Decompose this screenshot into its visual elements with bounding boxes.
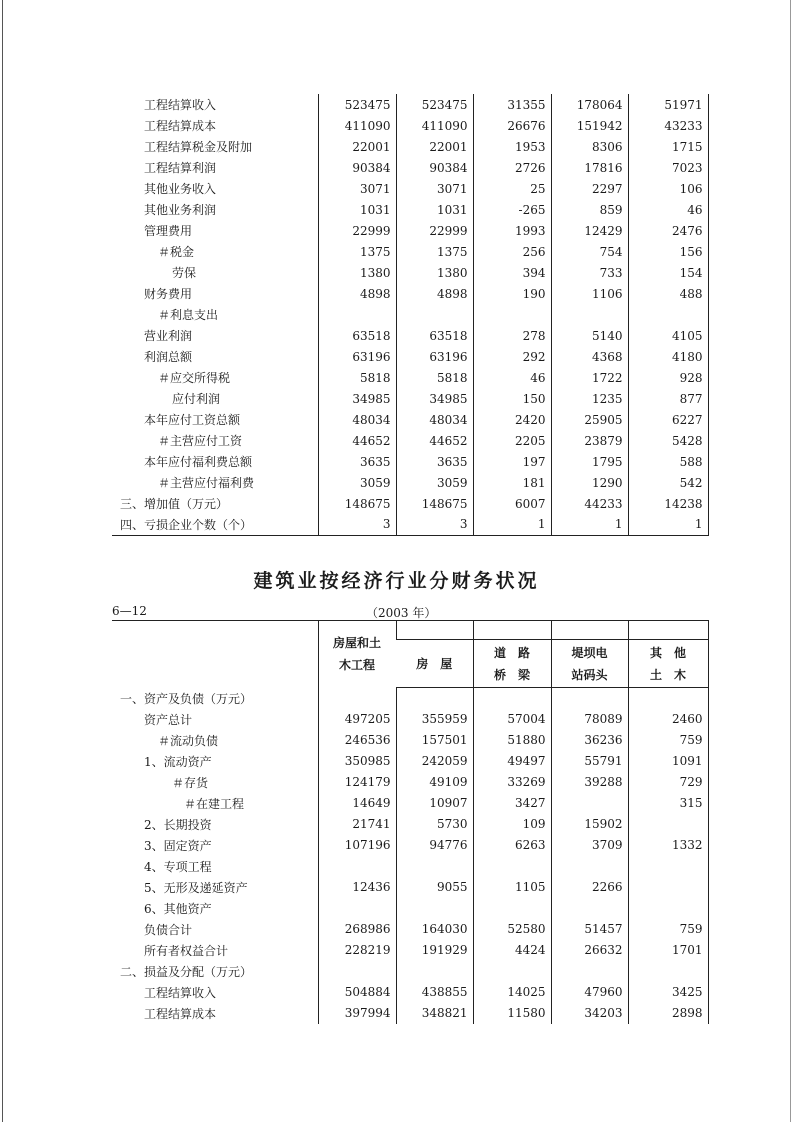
table-row (112, 283, 708, 304)
value-cell: 242059 (396, 751, 473, 772)
table-title: 建筑业按经济行业分财务状况 (253, 570, 540, 592)
value-cell: 1380 (396, 262, 473, 283)
value-cell (628, 898, 708, 919)
value-cell: 759 (628, 919, 708, 940)
value-cell: 190 (473, 283, 551, 304)
header-spacer (551, 621, 628, 640)
value-cell: 2297 (551, 178, 628, 199)
value-cell: 542 (628, 472, 708, 493)
table-row (112, 709, 708, 730)
value-cell: -265 (473, 199, 551, 220)
value-cell: 3427 (473, 793, 551, 814)
value-cell: 14238 (628, 493, 708, 514)
value-cell: 10907 (396, 793, 473, 814)
value-cell (628, 814, 708, 835)
row-label: 其他业务利润 (144, 203, 217, 217)
value-cell: 2205 (473, 430, 551, 451)
value-cell: 256 (473, 241, 551, 262)
row-label: ＃利息支出 (158, 308, 219, 322)
value-cell: 51971 (628, 94, 708, 115)
value-cell: 94776 (396, 835, 473, 856)
value-cell: 181 (473, 472, 551, 493)
table-row (112, 346, 708, 367)
value-cell: 729 (628, 772, 708, 793)
row-label: 工程结算成本 (144, 1006, 217, 1021)
value-cell: 1106 (551, 283, 628, 304)
header-group-building-civil (318, 621, 396, 688)
value-cell: 928 (628, 367, 708, 388)
table-row (112, 451, 708, 472)
value-cell (551, 898, 628, 919)
header-housing-label: 房 屋 (416, 656, 453, 671)
value-cell (473, 961, 551, 982)
value-cell: 3071 (318, 178, 396, 199)
financial-table-continued (112, 94, 708, 536)
table-row (112, 94, 708, 115)
value-cell: 154 (628, 262, 708, 283)
value-cell (396, 856, 473, 877)
value-cell (628, 304, 708, 325)
row-label: 营业利润 (144, 329, 193, 343)
value-cell (396, 304, 473, 325)
value-cell (318, 688, 396, 709)
value-cell: 46 (473, 367, 551, 388)
table-row (112, 688, 708, 709)
table-row (112, 262, 708, 283)
value-cell: 3 (318, 514, 396, 535)
table-row (112, 835, 708, 856)
value-cell: 2460 (628, 709, 708, 730)
value-cell: 33269 (473, 772, 551, 793)
value-cell (396, 688, 473, 709)
value-cell: 109 (473, 814, 551, 835)
header-other-civil-label: 其 他土 木 (649, 645, 686, 682)
table-row (112, 919, 708, 940)
value-cell: 63518 (318, 325, 396, 346)
value-cell: 25 (473, 178, 551, 199)
table-row (112, 304, 708, 325)
value-cell: 6227 (628, 409, 708, 430)
value-cell: 2420 (473, 409, 551, 430)
table-row (112, 856, 708, 877)
row-label: ＃应交所得税 (158, 371, 231, 385)
row-label: 5、无形及递延资产 (144, 880, 248, 895)
value-cell: 411090 (396, 115, 473, 136)
value-cell: 1091 (628, 751, 708, 772)
table-row (112, 730, 708, 751)
value-cell: 1 (628, 514, 708, 535)
value-cell (628, 856, 708, 877)
value-cell: 497205 (318, 709, 396, 730)
financial-table-continued-body (112, 94, 708, 535)
value-cell: 124179 (318, 772, 396, 793)
table-row (112, 493, 708, 514)
value-cell: 78089 (551, 709, 628, 730)
value-cell: 3635 (396, 451, 473, 472)
value-cell: 44652 (318, 430, 396, 451)
value-cell: 3425 (628, 982, 708, 1003)
value-cell: 107196 (318, 835, 396, 856)
table-row (112, 199, 708, 220)
value-cell (551, 688, 628, 709)
table-row (112, 136, 708, 157)
value-cell: 14025 (473, 982, 551, 1003)
value-cell: 26676 (473, 115, 551, 136)
row-label: 四、亏损企业个数（个） (120, 517, 253, 532)
value-cell (396, 898, 473, 919)
value-cell: 17816 (551, 157, 628, 178)
row-label: 工程结算税金及附加 (144, 140, 253, 154)
value-cell: 14649 (318, 793, 396, 814)
row-label: ＃在建工程 (184, 796, 245, 811)
value-cell: 1701 (628, 940, 708, 961)
value-cell: 1375 (318, 241, 396, 262)
value-cell: 5818 (318, 367, 396, 388)
value-cell: 34203 (551, 1003, 628, 1024)
value-cell: 2898 (628, 1003, 708, 1024)
value-cell: 1795 (551, 451, 628, 472)
value-cell: 36236 (551, 730, 628, 751)
value-cell: 3059 (318, 472, 396, 493)
value-cell: 44233 (551, 493, 628, 514)
value-cell: 4180 (628, 346, 708, 367)
row-label: 其他业务收入 (144, 182, 217, 196)
value-cell (551, 793, 628, 814)
value-cell: 1235 (551, 388, 628, 409)
value-cell: 5428 (628, 430, 708, 451)
value-cell: 157501 (396, 730, 473, 751)
value-cell: 46 (628, 199, 708, 220)
value-cell: 523475 (396, 94, 473, 115)
row-label: 二、损益及分配（万元） (120, 964, 253, 979)
row-label: 应付利润 (172, 392, 221, 406)
value-cell: 3635 (318, 451, 396, 472)
value-cell: 315 (628, 793, 708, 814)
row-label: 本年应付工资总额 (144, 413, 241, 427)
value-cell: 151942 (551, 115, 628, 136)
table-row (112, 220, 708, 241)
row-label: 管理费用 (144, 224, 193, 238)
row-label: 所有者权益合计 (144, 943, 229, 958)
value-cell: 4424 (473, 940, 551, 961)
table-row (112, 793, 708, 814)
value-cell: 3071 (396, 178, 473, 199)
value-cell: 6007 (473, 493, 551, 514)
value-cell: 106 (628, 178, 708, 199)
value-cell: 588 (628, 451, 708, 472)
value-cell: 197 (473, 451, 551, 472)
value-cell: 3 (396, 514, 473, 535)
row-label: 利润总额 (144, 350, 193, 364)
value-cell: 23879 (551, 430, 628, 451)
value-cell: 34985 (396, 388, 473, 409)
value-cell: 1031 (318, 199, 396, 220)
table-row (112, 367, 708, 388)
industry-financial-table-body (112, 688, 708, 1024)
value-cell: 55791 (551, 751, 628, 772)
value-cell: 859 (551, 199, 628, 220)
value-cell: 47960 (551, 982, 628, 1003)
row-label: 3、固定资产 (144, 838, 212, 853)
value-cell: 2266 (551, 877, 628, 898)
value-cell: 2726 (473, 157, 551, 178)
table-row (112, 430, 708, 451)
value-cell: 1375 (396, 241, 473, 262)
value-cell: 39288 (551, 772, 628, 793)
value-cell: 1993 (473, 220, 551, 241)
value-cell: 63196 (396, 346, 473, 367)
value-cell: 63518 (396, 325, 473, 346)
table-header (112, 621, 708, 688)
value-cell: 7023 (628, 157, 708, 178)
value-cell: 4368 (551, 346, 628, 367)
table-row (112, 982, 708, 1003)
value-cell: 754 (551, 241, 628, 262)
table-number: 6—12 (112, 604, 147, 618)
value-cell (628, 688, 708, 709)
value-cell (473, 856, 551, 877)
value-cell: 246536 (318, 730, 396, 751)
table-row (112, 409, 708, 430)
value-cell: 348821 (396, 1003, 473, 1024)
value-cell: 15902 (551, 814, 628, 835)
page-right-edge (790, 0, 791, 1122)
value-cell: 4898 (318, 283, 396, 304)
value-cell: 397994 (318, 1003, 396, 1024)
row-label: 6、其他资产 (144, 901, 212, 916)
row-label: 工程结算收入 (144, 985, 217, 1000)
table-row (112, 961, 708, 982)
header-group-label: 房屋和土木工程 (332, 636, 381, 673)
value-cell: 51457 (551, 919, 628, 940)
value-cell: 44652 (396, 430, 473, 451)
value-cell: 49497 (473, 751, 551, 772)
value-cell: 49109 (396, 772, 473, 793)
value-cell: 1 (551, 514, 628, 535)
value-cell: 48034 (318, 409, 396, 430)
value-cell: 22999 (318, 220, 396, 241)
value-cell: 150 (473, 388, 551, 409)
value-cell: 9055 (396, 877, 473, 898)
value-cell (551, 856, 628, 877)
value-cell: 57004 (473, 709, 551, 730)
table-row (112, 241, 708, 262)
value-cell (551, 304, 628, 325)
row-label: 一、资产及负债（万元） (120, 691, 253, 706)
row-label: 工程结算利润 (144, 161, 217, 175)
value-cell: 31355 (473, 94, 551, 115)
table-row (112, 157, 708, 178)
value-cell: 156 (628, 241, 708, 262)
value-cell (628, 961, 708, 982)
header-dam-label: 堤坝电站码头 (571, 645, 608, 682)
table-row (112, 514, 708, 535)
value-cell: 1031 (396, 199, 473, 220)
row-label: 工程结算成本 (144, 119, 217, 133)
value-cell: 4898 (396, 283, 473, 304)
header-spacer (628, 621, 708, 640)
value-cell: 12436 (318, 877, 396, 898)
value-cell (396, 961, 473, 982)
value-cell: 1722 (551, 367, 628, 388)
header-other-civil (628, 640, 708, 688)
value-cell: 4105 (628, 325, 708, 346)
value-cell: 43233 (628, 115, 708, 136)
row-label: ＃税金 (158, 245, 195, 259)
value-cell: 1953 (473, 136, 551, 157)
table-year: （2003 年） (366, 606, 437, 620)
row-label: 1、流动资产 (144, 754, 212, 769)
row-label: 财务费用 (144, 287, 193, 301)
table-row (112, 178, 708, 199)
value-cell: 355959 (396, 709, 473, 730)
header-blank-cell (112, 621, 318, 688)
value-cell: 1 (473, 514, 551, 535)
value-cell: 3059 (396, 472, 473, 493)
value-cell: 5140 (551, 325, 628, 346)
value-cell: 228219 (318, 940, 396, 961)
value-cell: 164030 (396, 919, 473, 940)
table-row (112, 898, 708, 919)
header-spacer (396, 621, 473, 640)
row-label: ＃流动负债 (158, 733, 219, 748)
value-cell: 21741 (318, 814, 396, 835)
value-cell: 268986 (318, 919, 396, 940)
value-cell (473, 304, 551, 325)
value-cell: 3709 (551, 835, 628, 856)
value-cell: 25905 (551, 409, 628, 430)
value-cell: 1332 (628, 835, 708, 856)
value-cell: 51880 (473, 730, 551, 751)
table-row (112, 751, 708, 772)
row-label: 三、增加值（万元） (120, 497, 229, 511)
value-cell: 523475 (318, 94, 396, 115)
row-label: ＃存货 (172, 775, 209, 790)
value-cell (318, 856, 396, 877)
value-cell: 5818 (396, 367, 473, 388)
table-row (112, 388, 708, 409)
row-label: ＃主营应付工资 (158, 434, 243, 448)
value-cell: 22999 (396, 220, 473, 241)
row-label: 工程结算收入 (144, 98, 217, 112)
table-row (112, 772, 708, 793)
value-cell: 350985 (318, 751, 396, 772)
value-cell: 11580 (473, 1003, 551, 1024)
value-cell (318, 898, 396, 919)
value-cell: 52580 (473, 919, 551, 940)
value-cell: 148675 (318, 493, 396, 514)
value-cell: 2476 (628, 220, 708, 241)
value-cell: 877 (628, 388, 708, 409)
header-road-bridge (473, 640, 551, 688)
row-label: 劳保 (172, 266, 197, 280)
header-housing (396, 640, 473, 688)
table-row (112, 115, 708, 136)
value-cell (473, 898, 551, 919)
value-cell: 48034 (396, 409, 473, 430)
value-cell: 759 (628, 730, 708, 751)
value-cell: 63196 (318, 346, 396, 367)
value-cell (473, 688, 551, 709)
table-row (112, 1003, 708, 1024)
row-label: 4、专项工程 (144, 859, 212, 874)
value-cell: 191929 (396, 940, 473, 961)
value-cell: 34985 (318, 388, 396, 409)
value-cell: 438855 (396, 982, 473, 1003)
value-cell: 411090 (318, 115, 396, 136)
value-cell: 1380 (318, 262, 396, 283)
value-cell: 733 (551, 262, 628, 283)
table-row (112, 814, 708, 835)
value-cell (318, 961, 396, 982)
row-label: 本年应付福利费总额 (144, 455, 253, 469)
value-cell: 22001 (396, 136, 473, 157)
table-row (112, 877, 708, 898)
value-cell: 12429 (551, 220, 628, 241)
value-cell: 278 (473, 325, 551, 346)
table-row (112, 940, 708, 961)
value-cell: 6263 (473, 835, 551, 856)
value-cell: 8306 (551, 136, 628, 157)
value-cell: 488 (628, 283, 708, 304)
header-road-bridge-label: 道 路桥 梁 (493, 645, 530, 682)
row-label: 2、长期投资 (144, 817, 212, 832)
value-cell: 178064 (551, 94, 628, 115)
row-label: 负债合计 (144, 922, 193, 937)
value-cell: 504884 (318, 982, 396, 1003)
table-row (112, 472, 708, 493)
row-label: ＃主营应付福利费 (158, 476, 255, 490)
row-label: 资产总计 (144, 712, 193, 727)
value-cell: 90384 (396, 157, 473, 178)
value-cell: 1290 (551, 472, 628, 493)
table-row (112, 325, 708, 346)
industry-financial-table (112, 620, 708, 1024)
value-cell: 90384 (318, 157, 396, 178)
value-cell: 292 (473, 346, 551, 367)
value-cell (318, 304, 396, 325)
value-cell: 5730 (396, 814, 473, 835)
value-cell: 148675 (396, 493, 473, 514)
value-cell: 26632 (551, 940, 628, 961)
header-dam-station-wharf (551, 640, 628, 688)
value-cell: 1105 (473, 877, 551, 898)
value-cell: 394 (473, 262, 551, 283)
value-cell (551, 961, 628, 982)
value-cell: 22001 (318, 136, 396, 157)
value-cell: 1715 (628, 136, 708, 157)
header-spacer (473, 621, 551, 640)
value-cell (628, 877, 708, 898)
page-left-edge (2, 0, 3, 1122)
